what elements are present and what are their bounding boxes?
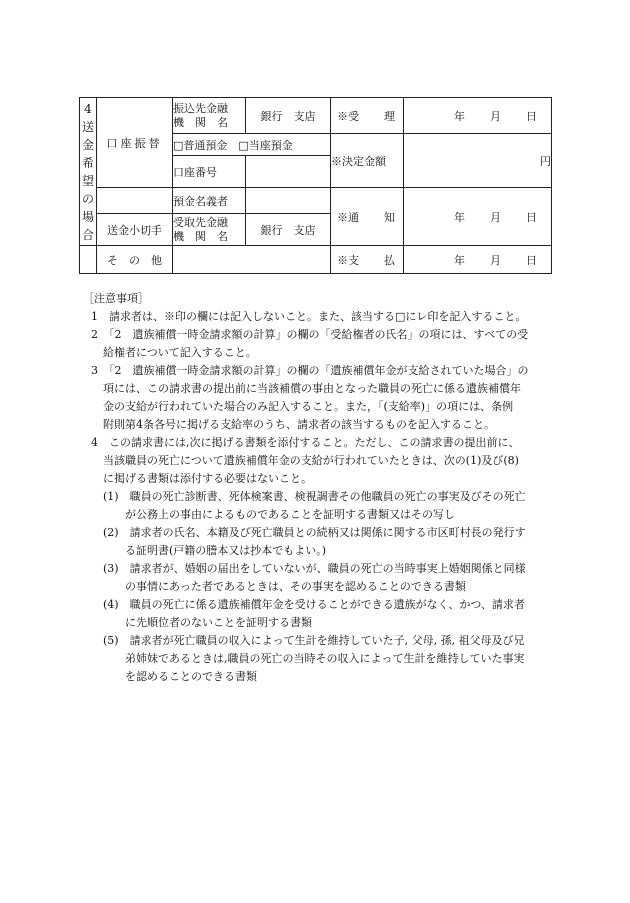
remittance-table (79, 97, 552, 274)
account-number-label: 口座番号 (173, 156, 246, 188)
notes-section (83, 290, 553, 686)
notes-header: ［注意事項］ (83, 292, 149, 305)
account-holder-spacer (97, 188, 173, 214)
note-3: 3 「2 遺族補償一時金請求額の計算」の欄の「遺族補償年金が支給されていた場合」の (91, 364, 529, 377)
kettei-label: ※決定金額 (331, 134, 404, 188)
shiharai-label: ※支 払 (331, 246, 404, 274)
sub-item-3: (3) 請求者が、婚姻の届出をしていないが、職員の死亡の当時事実上婚姻関係と同様 (103, 562, 526, 575)
note-2-cont: 給権者について記入すること。 (103, 346, 257, 359)
sub-item-3-cont: の事情にあった者であるときは、その事実を認めることのできる書類 (125, 580, 466, 593)
note-3-cont: 項には、この請求書の提出前に当該補償の事由となった職員の死亡に係る遺族補償年 (103, 382, 521, 395)
note-3-cont: 金の支給が行われていた場合のみ記入すること。また，「(支給率)」の項には、条例 (103, 400, 514, 413)
sub-item-2-cont: る証明書(戸籍の謄本又は抄本でもよい。) (125, 544, 327, 557)
note-1: 1 請求者は、※印の欄には記入しないこと。また、該当する□にレ印を記入すること。 (91, 310, 527, 323)
sub-item-4: (4) 職員の死亡に係る遺族補償年金を受けることができる遺族がなく、かつ、請求者 (103, 598, 525, 611)
sub-item-2: (2) 請求者の氏名、本籍及び死亡職員との続柄又は関係に関する市区町村長の発行す (103, 526, 526, 539)
sub-item-5: (5) 請求者が死亡職員の収入によって生計を維持していた子, 父母, 孫, 祖父母及び兄 (103, 634, 525, 647)
kettei-yen: 円 (404, 134, 552, 188)
sub-item-4-cont: に先順位者のないことを証明する書類 (125, 616, 312, 629)
note-4: 4 この請求書には,次に掲げる書類を添付すること。ただし、この請求書の提出前に、 (91, 436, 520, 449)
note-4-cont: に掲げる書類は添付する必要はないこと。 (103, 472, 312, 485)
sub-item-1: (1) 職員の死亡診断書、死体検案書、検視調書その他職員の死亡の事実及びその死亡 (103, 490, 526, 503)
tsuchi-date: 年 月 日 (404, 188, 552, 246)
account-holder-field[interactable] (246, 188, 331, 214)
account-holder-label: 預金名義者 (173, 188, 246, 214)
tsuchi-label: ※通 知 (331, 188, 404, 246)
juri-label: ※受 理 (331, 98, 404, 134)
bank-branch-1: 銀行 支店 (246, 98, 331, 134)
note-4-cont: 当該職員の死亡について遺族補償年金の支給が行われていたときは、次の(1)及び(8) (103, 454, 519, 467)
sub-item-5-cont: 弟姉妹であるときは,職員の死亡の当時その収入によって生計を維持していた事実 (125, 652, 525, 665)
deposit-type-checkboxes[interactable]: □普通預金 □当座預金 (173, 134, 331, 156)
blank-cell (80, 246, 97, 274)
juri-date: 年 月 日 (404, 98, 552, 134)
furikomi-bank-label: 振込先金融 機 関 名 (173, 98, 246, 134)
sub-item-5-cont: を認めることのできる書類 (125, 670, 257, 683)
shiharai-date: 年 月 日 (404, 246, 552, 274)
bank-branch-2: 銀行 支店 (246, 214, 331, 246)
uketori-bank-label: 受取先金融 機 関 名 (173, 214, 246, 246)
sokin-kogitte-label: 送金小切手 (97, 214, 173, 246)
sonota-label: そ の 他 (97, 246, 173, 274)
sub-item-1-cont: が公務上の事由によるものであることを証明する書類又はその写し (125, 508, 455, 521)
note-2: 2 「2 遺族補償一時金請求額の計算」の欄の「受給権者の氏名」の項には、すべての受 (91, 328, 529, 341)
sonota-field[interactable] (173, 246, 331, 274)
section-4-label: 4 送 金 希 望 の 場 合 (80, 98, 97, 246)
account-number-field[interactable] (246, 156, 331, 188)
koza-furikae-label: 口座振替 (97, 98, 173, 188)
note-3-cont: 附則第4条各号に掲げる支給率のうち、請求者の該当するものを記入すること。 (103, 418, 495, 431)
